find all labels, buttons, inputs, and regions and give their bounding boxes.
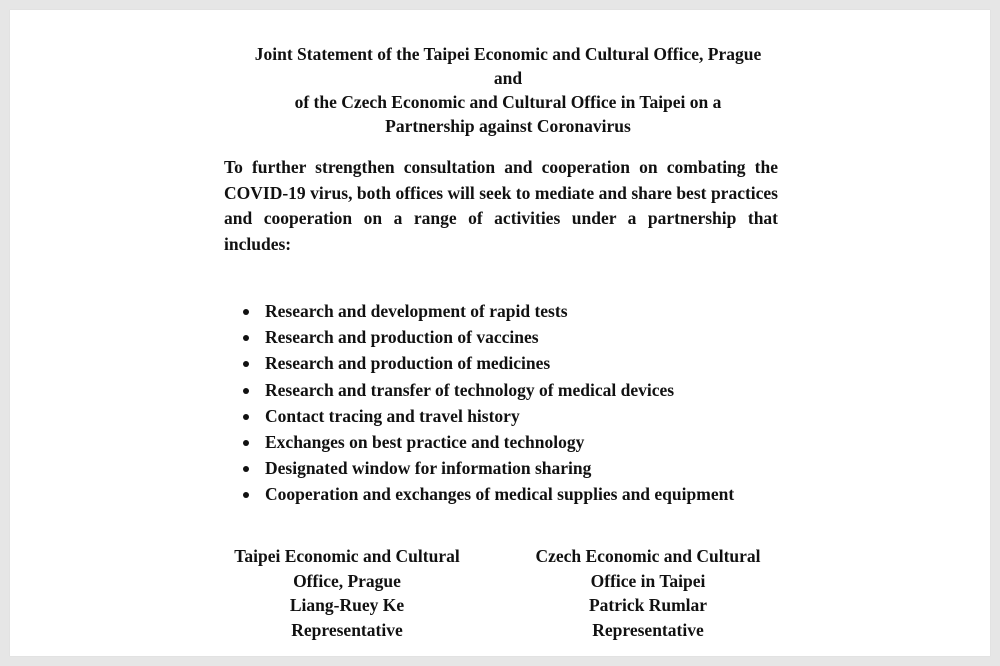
signatory-office-line: Taipei Economic and Cultural (234, 546, 460, 566)
signatory-name: Liang-Ruey Ke (289, 595, 405, 616)
list-item-text: Designated window for information sharing (265, 458, 592, 479)
signatory-role: Representative (592, 620, 704, 641)
bullet-icon (243, 440, 249, 446)
signatory-role: Representative (291, 620, 403, 641)
list-item-text: Cooperation and exchanges of medical supplies and equipment (265, 484, 735, 505)
list-item-text: Exchanges on best practice and technology (265, 432, 585, 453)
signatory-office-line: Office, Prague (293, 570, 401, 591)
list-item (240, 324, 734, 350)
signatory-taipei-office (224, 544, 470, 643)
title-line: of the Czech Economic and Cultural Office in Taipei on a (294, 92, 722, 112)
bullet-icon (243, 466, 249, 472)
list-item-text: Research and transfer of technology of medical devices (265, 379, 675, 400)
list-item (240, 377, 734, 403)
bullet-icon (243, 335, 249, 341)
list-item (240, 403, 734, 429)
list-item (240, 481, 734, 507)
signatory-name: Patrick Rumlar (588, 595, 708, 616)
list-item-text: Research and production of medicines (265, 353, 551, 374)
title-line: Joint Statement of the Taipei Economic and Cultural Office, Prague (254, 44, 762, 64)
list-item (240, 429, 734, 455)
list-item-text: Research and development of rapid tests (265, 301, 568, 321)
bullet-icon (243, 414, 249, 420)
list-item-text: Research and production of vaccines (265, 327, 539, 348)
bullet-icon (243, 492, 249, 498)
document-title (10, 42, 1000, 138)
list-item (240, 298, 734, 324)
bullet-icon (243, 309, 249, 315)
document-page (10, 10, 990, 656)
bullet-icon (243, 388, 249, 394)
list-item (240, 455, 734, 481)
activities-list (240, 298, 734, 508)
signatory-office-line: Czech Economic and Cultural (535, 546, 761, 566)
bullet-icon (243, 361, 249, 367)
title-line: Partnership against Coronavirus (385, 116, 631, 136)
list-item-text: Contact tracing and travel history (265, 405, 520, 426)
intro-paragraph: To further strengthen consultation and cooperation on combating the COVID-19 virus, both offices will seek to mediate and share best practices and cooperation on a range of activities under a partnership that includes: (224, 157, 778, 254)
signatory-czech-office (524, 544, 772, 643)
signatory-office-line: Office in Taipei (590, 570, 706, 591)
title-line: and (493, 68, 523, 88)
list-item (240, 350, 734, 376)
